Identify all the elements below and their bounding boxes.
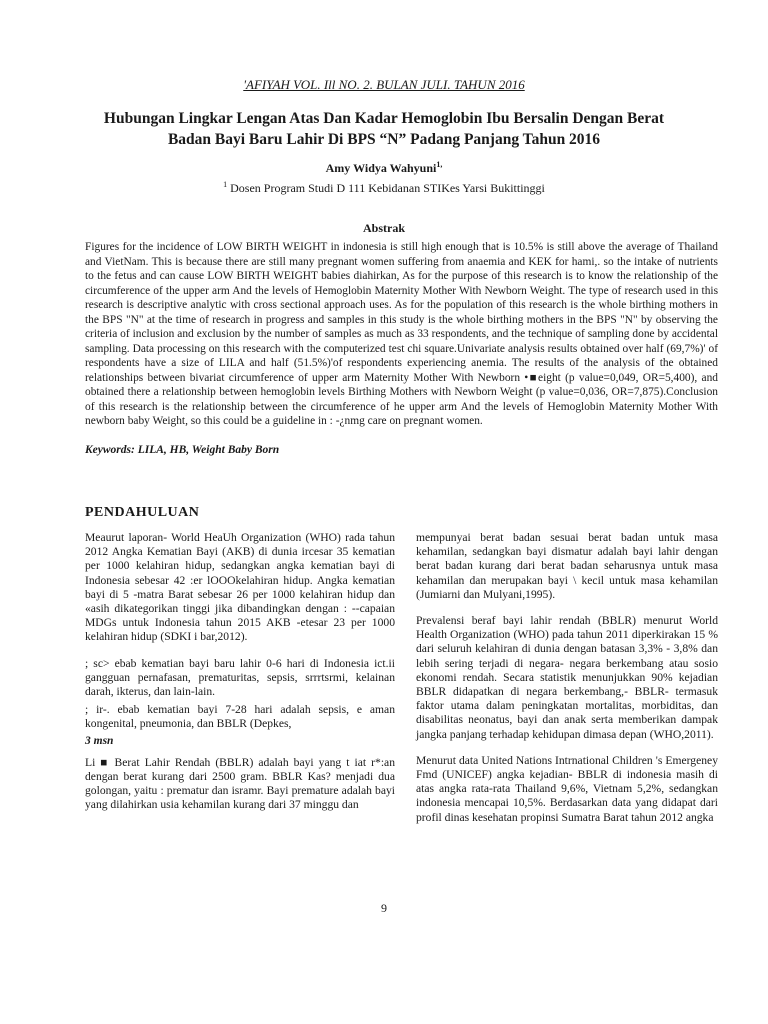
- title-line-2: Badan Bayi Baru Lahir Di BPS “N” Padang Panjang Tahun 2016: [167, 131, 601, 148]
- left-paragraph-2: ; sc> ebab kematian bayi baru lahir 0-6 hari di Indonesia ict.ii gangguan pernafasan, prematuritas, sepsis, srrrtsrmi, kelainan darah, ikterus, dan lain-lain.: [85, 656, 395, 699]
- affiliation-text: Dosen Program Studi D 111 Kebidanan STIKes Yarsi Bukittinggi: [230, 181, 545, 195]
- right-column: [416, 531, 718, 837]
- title-line-1: Hubungan Lingkar Lengan Atas Dan Kadar Hemoglobin Ibu Bersalin Dengan Berat: [103, 110, 665, 127]
- page-number: 9: [381, 901, 387, 915]
- author-name-text: Amy Widya Wahyuni: [325, 161, 437, 175]
- author-superscript: 1,: [436, 160, 443, 169]
- right-paragraph-2: Prevalensi beraf bayi lahir rendah (BBLR) menurut World Health Organization (WHO) pada tahun 2011 diperkirakan 15 % dari seluruh kelahiran di dunia dengan batasan 3,3% - 3,8% dan lebih sering terjadi di negara- negara berkembang atau sosio ekonomi rendah. Secara statistik menunjukkan 90% kejadian BBLR didapatkan di negara berkembang,- BBLR- termasuk faktor utama dalam peningkatan mortalitas, morbiditas, dan disabilitas neonatus, bayi dan anak serta memberikan dampak jangka panjang terhadap kehidupan dimasa depan (WHO,2011).: [416, 614, 718, 741]
- left-column: [85, 531, 395, 825]
- right-paragraph-1: mempunyai berat badan sesuai berat badan untuk masa kehamilan, sedangkan bayi dismatur adalah bayi lahir dengan berat badan kurang dari berat badan seharusnya untuk masa kehamilan dan merupakan bayi \ kecil untuk masa kehamilan (Jumiarni dan Mulyani,1995).: [416, 531, 718, 601]
- affiliation-superscript: 1: [223, 180, 228, 189]
- right-paragraph-3: Menurut data United Nations Intrnational Children 's Emergeney Fmd (UNICEF) angka kejadian- BBLR di indonesia masih di atas angka rata-rata Thailand 9,6%, Vietnam 5,2%, sedangkan indonesia mencapai 10,5%. Berdasarkan data yang didapat dari profil dinas kesehatan propinsi Sumatra Barat tahun 2012 angka: [416, 753, 718, 824]
- abstract-heading: Abstrak: [362, 221, 405, 235]
- keywords: Keywords: LILA, HB, Weight Baby Born: [85, 444, 280, 456]
- left-paragraph-3: ; ir-. ebab kematian bayi 7-28 hari adalah sepsis, e aman kongenital, pneumonia, dan BBLR (Depkes,: [85, 703, 395, 731]
- paper-title: [90, 108, 678, 150]
- author-name: [0, 160, 768, 176]
- abstract-body: Figures for the incidence of LOW BIRTH WEIGHT in indonesia is still high enough that is 10.5% is still above the average of Thailand and VietNam. This is because there are still many pregnant women suffering from anaemia and KEK for hami,. so the intake of nutrients to the fetus and can cause LOW BIRTH WEIGHT babies diahirkan, As for the purpose of this research is to know the relationship of the circumference of the upper arm And the levels of Hemoglobin Maternity Mother With Newborn Weight. The type of research used in this research is descriptive analytic with cross sectional approach uses. As for the population of this research is the whole birthing mothers in the BPS "N" at the time of research in progress and samples in this study is the whole birthing mothers in the BPS "N" by observing the criteria of inclusion and exclusion by the number of samples as much as 33 respondents, and the technique of sampling done by accidental sampling. Data processing on this research with the computerized test chi square.Univariate analysis results obtained over half (69,7%)' of respondents have a size of LILA and half (51.5%)'of respondents experiencing anemia. The results of the analysis of the obtained relationships between bivariat circumference of upper arm Maternity Mother With Newborn •■eight (p value=0,049, OR=5,400), and obtained there a relationship between hemoglobin levels Birthing Mothers with Newborn Weight (p value=0,036, OR=7,875).Conclusion of this research is the relationship between the circumference of he upper arm And the levels of Hemoglobin Maternity Mother With newborn baby Weight, so this could be a guideline in : -¿nmg care on pregnant women.: [85, 241, 718, 427]
- section-heading: PENDAHULUAN: [85, 505, 200, 520]
- left-paragraph-4: Li ■ Berat Lahir Rendah (BBLR) adalah bayi yang t iat r*:an dengan berat kurang dari 2500 gram. BBLR Kas? menjadi dua golongan, yaitu : prematur dan isramr. Bayi premature adalah bayi yang dilahirkan usia kehamilan kurang dari 37 minggu dan: [85, 755, 395, 812]
- left-subheading: 3 msn: [85, 734, 114, 747]
- journal-header: 'AFIYAH VOL. Ill NO. 2. BULAN JULI. TAHUN 2016: [243, 77, 525, 92]
- author-affiliation: [0, 180, 768, 196]
- left-paragraph-1: Meaurut laporan- World HeaUh Organization (WHO) rada tahun 2012 Angka Kematian Bayi (AKB) di dunia ircesar 35 kematian per 1000 kelahiran hidup, sedangkan angka kematian bayi di Indonesia sebesar 42 :er lOOOkelahiran hidup. Angka kematian bayi di 5 -matra Barat sebesar 26 per 1000 kelahiran hidup dan «asih dikategorikan tinggi jika dibandingkan dengan : --capaian MDGs untuk Indonesia tahun 2015 AKB -etesar 23 per 1000 kelahiran hidup (SDKI i bar,2012).: [85, 531, 395, 644]
